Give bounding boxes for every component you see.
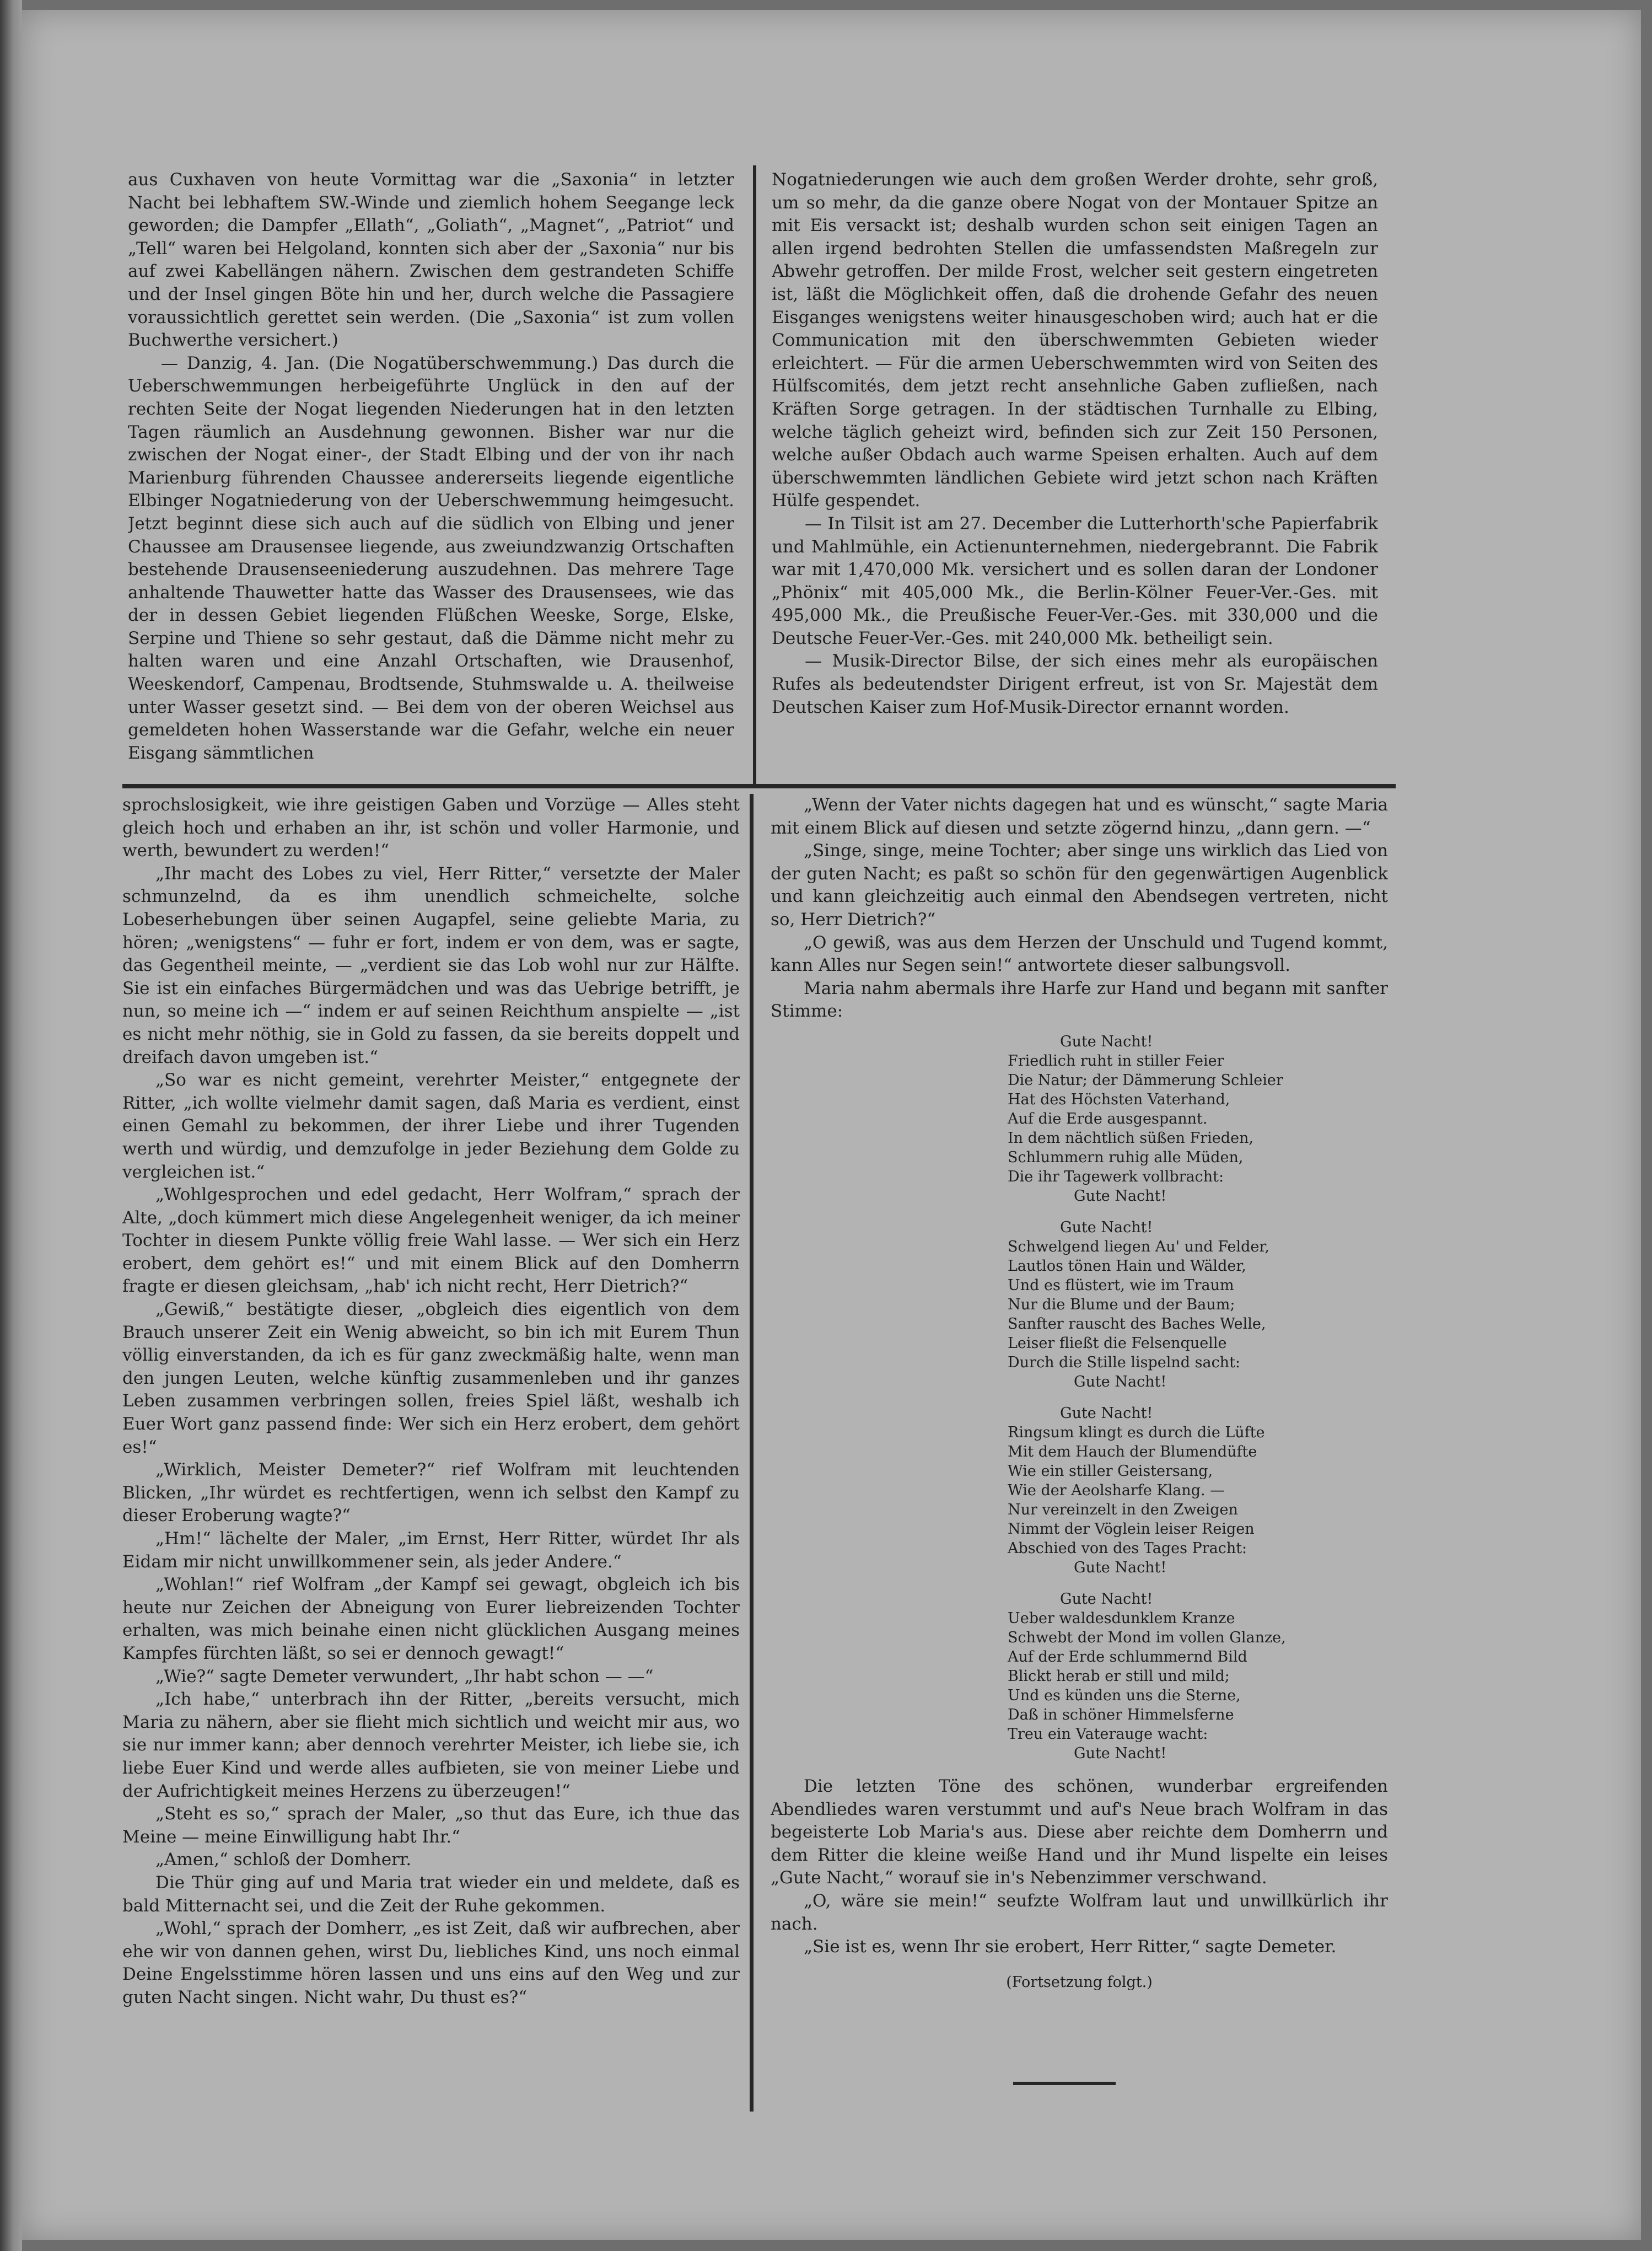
poem-gute-nacht — [771, 1032, 1388, 1763]
story-paragraph: Die Thür ging auf und Maria trat wieder ein und meldete, daß es bald Mitternacht sei, und die Zeit der Ruhe gekommen. — [122, 1872, 740, 1916]
poem-line: Die ihr Tagewerk vollbracht: — [1008, 1168, 1224, 1185]
poem-line: Abschied von des Tages Pracht: — [1008, 1539, 1247, 1557]
stanza-title: Gute Nacht! — [1060, 1033, 1153, 1050]
story-paragraph: „O gewiß, was aus dem Herzen der Unschuld und Tugend kommt, kann Alles nur Segen sein!“ antwortete dieser salbungsvoll. — [771, 932, 1388, 976]
poem-line: Nimmt der Vöglein leiser Reigen — [1008, 1520, 1255, 1538]
poem-line: Leiser fließt die Felsenquelle — [1008, 1334, 1227, 1352]
stanza-refrain: Gute Nacht! — [1074, 1559, 1167, 1576]
poem-line: Und es künden uns die Sterne, — [1008, 1686, 1241, 1704]
news-paragraph: Nogatniederungen wie auch dem großen Werder drohte, sehr groß, um so mehr, da die ganze obere Nogat von der Montauer Spitze an mit Eis versackt ist; deshalb wurden schon seit einigen Tagen an allen irgend bedrohten Stellen die umfassendsten Maßregeln zur Abwehr getroffen. Der milde Frost, welcher seit gestern eingetreten ist, läßt die Möglichkeit offen, daß die drohende Gefahr des neuen Eisganges wenigstens weiter hinausgeschoben wird; auch hat er die Communication mit den überschwemmten Gebieten wieder erleichtert. — Für die armen Ueberschwemmten wird von Seiten des Hülfscomités, dem jetzt recht ansehnliche Gaben zufließen, nach Kräften Sorge getragen. In der städtischen Turnhalle zu Elbing, welche täglich geheizt wird, befinden sich zur Zeit 150 Personen, welche außer Obdach auch warme Speisen erhalten. Auch auf dem überschwemmten ländlichen Gebiete wird jetzt schon nach Kräften Hülfe gespendet. — [772, 170, 1378, 511]
stanza-title: Gute Nacht! — [1060, 1404, 1153, 1422]
poem-stanza — [1008, 1218, 1388, 1392]
poem-line: Blickt herab er still und mild; — [1008, 1667, 1230, 1685]
story-paragraph: „Singe, singe, meine Tochter; aber singe uns wirklich das Lied von der guten Nacht; es paßt so schön für den gegenwärtigen Augenblick und kann gleichzeitig auch einmal den Abendsegen vertreten, nicht so, Herr Dietrich?“ — [771, 841, 1388, 930]
stanza-refrain: Gute Nacht! — [1074, 1373, 1167, 1390]
poem-line: Und es flüstert, wie im Traum — [1008, 1276, 1234, 1294]
news-column-left — [128, 169, 734, 782]
story-paragraph: „Amen,“ schloß der Domherr. — [155, 1850, 412, 1870]
story-paragraph: „Hm!“ lächelte der Maler, „im Ernst, Herr Ritter, würdet Ihr als Eidam mir nicht unwillkommener sein, als jeder Andere.“ — [122, 1529, 740, 1572]
story-paragraph: Die letzten Töne des schönen, wunderbar ergreifenden Abendliedes waren verstummt und auf's Neue brach Wolfram in das begeisterte Lob Maria's aus. Diese aber reichte dem Domherrn und dem Ritter die kleine weiße Hand und ihr Mund lispelte ein leises „Gute Nacht,“ worauf sie in's Nebenzimmer verschwand. — [771, 1776, 1388, 1888]
story-paragraph: „Wohlgesprochen und edel gedacht, Herr Wolfram,“ sprach der Alte, „doch kümmert mich diese Angelegenheit weniger, da ich meiner Tochter in diesem Punkte völlig freie Wahl lasse. — Wer sich ein Herz erobert, dem gehört es!“ und mit einem Blick auf den Domherrn fragte er diesen gleichsam, „hab' ich nicht recht, Herr Dietrich?“ — [122, 1185, 740, 1297]
story-paragraph: „Wohlan!“ rief Wolfram „der Kampf sei gewagt, obgleich ich bis heute nur Zeichen der Abneigung von Eurer liebreizenden Tochter erhalten, was mich beinahe einen nicht glücklichen Ausgang meines Kampfes fürchten läßt, so sei er dennoch gewagt!“ — [122, 1575, 740, 1663]
poem-line: Mit dem Hauch der Blumendüfte — [1008, 1443, 1257, 1460]
story-paragraph: „Wenn der Vater nichts dagegen hat und es wünscht,“ sagte Maria mit einem Blick auf diesen und setzte zögernd hinzu, „dann gern. —“ — [771, 795, 1388, 838]
poem-line: Wie ein stiller Geistersang, — [1008, 1462, 1213, 1480]
poem-line: Hat des Höchsten Vaterhand, — [1008, 1090, 1230, 1108]
poem-line: Wie der Aeolsharfe Klang. — — [1008, 1481, 1225, 1499]
story-paragraph: „Ich habe,“ unterbrach ihn der Ritter, „bereits versucht, mich Maria zu nähern, aber sie flieht mich sichtlich und weicht mir aus, wo sie nur immer kann; aber dennoch verehrter Meister, ich liebe sie, ich liebe Euer Kind und werde alles aufbieten, sie von meiner Liebe und der Aufrichtigkeit meines Herzens zu überzeugen!“ — [122, 1689, 740, 1801]
poem-stanza — [1008, 1589, 1388, 1763]
book-binding — [0, 0, 22, 2251]
stanza-title: Gute Nacht! — [1060, 1590, 1153, 1608]
story-column-right — [771, 794, 1388, 2062]
poem-line: Treu ein Vaterauge wacht: — [1008, 1725, 1208, 1743]
stanza-title: Gute Nacht! — [1060, 1218, 1153, 1236]
poem-line: Nur die Blume und der Baum; — [1008, 1296, 1235, 1313]
story-paragraph: „Wohl,“ sprach der Domherr, „es ist Zeit, daß wir aufbrechen, aber ehe wir von dannen gehen, wirst Du, liebliches Kind, uns noch einmal Deine Engelsstimme hören lassen und uns eins auf den Weg und zur guten Nacht singen. Nicht wahr, Du thust es?“ — [122, 1919, 740, 2007]
poem-line: Ringsum klingt es durch die Lüfte — [1008, 1423, 1265, 1441]
poem-line: Sanfter rauscht des Baches Welle, — [1008, 1315, 1266, 1333]
news-paragraph: aus Cuxhaven von heute Vormittag war die „Saxonia“ in letzter Nacht bei lebhaftem SW.-Winde und ziemlich hohem Seegange leck geworden; die Dampfer „Ellath“, „Goliath“, „Magnet“, „Patriot“ und „Tell“ waren bei Helgoland, konnten sich aber der „Saxonia“ nur bis auf zwei Kabellängen nähern. Zwischen dem gestrandeten Schiffe und der Insel gingen Böte hin und her, durch welche die Passagiere voraussichtlich gerettet sein werden. (Die „Saxonia“ ist zum vollen Buchwerthe versichert.) — [128, 170, 734, 351]
column-rule-bottom — [750, 794, 754, 2112]
story-paragraph: „Gewiß,“ bestätigte dieser, „obgleich dies eigentlich von dem Brauch unserer Zeit ein Wenig abweicht, so bin ich mit Eurem Thun völlig einverstanden, da ich es für ganz zweckmäßig halte, wenn man den jungen Leuten, welche künftig zusammenleben und ihr ganzes Leben zusammen verbringen sollen, freies Spiel läßt, weshalb ich Euer Wort ganz passend finde: Wer sich ein Herz erobert, dem gehört es!“ — [122, 1299, 740, 1457]
news-paragraph: — In Tilsit ist am 27. December die Lutterhorth'sche Papierfabrik und Mahlmühle, ein Actienunternehmen, niedergebrannt. Die Fabrik war mit 1,470,000 Mk. versichert und es sollen daran der Londoner „Phönix“ mit 405,000 Mk., die Berlin-Kölner Feuer-Ver.-Ges. mit 495,000 Mk., die Preußische Feuer-Ver.-Ges. mit 330,000 und die Deutsche Feuer-Ver.-Ges. mit 240,000 Mk. betheiligt sein. — [772, 513, 1378, 648]
story-paragraph: „Ihr macht des Lobes zu viel, Herr Ritter,“ versetzte der Maler schmunzelnd, da es ihm unendlich schmeichelte, solche Lobeserhebungen über seinen Augapfel, seine geliebte Maria, zu hören; „wenigstens“ — fuhr er fort, indem er von dem, was er sagte, das Gegentheil meinte, — „verdient sie das Lob wohl nur zur Hälfte. Sie ist ein einfaches Bürgermädchen und was das Uebrige betrifft, je nun, so meine ich —“ indem er auf seinen Reichthum anspielte — „ist es nicht mehr nöthig, sie in Gold zu fassen, da sie bereits doppelt und dreifach davon umgeben ist.“ — [122, 863, 740, 1067]
story-paragraph: sprochslosigkeit, wie ihre geistigen Gaben und Vorzüge — Alles steht gleich hoch und erhaben an ihr, ist schön und voller Harmonie, und werth, bewundert zu werden!“ — [122, 795, 740, 861]
stanza-refrain: Gute Nacht! — [1074, 1744, 1167, 1762]
story-paragraph: „O, wäre sie mein!“ seufzte Wolfram laut und unwillkürlich ihr nach. — [771, 1890, 1388, 1934]
poem-line: Schlummern ruhig alle Müden, — [1008, 1148, 1244, 1166]
story-paragraph: „Sie ist es, wenn Ihr sie erobert, Herr Ritter,“ sagte Demeter. — [804, 1937, 1337, 1957]
column-rule-top — [753, 165, 756, 788]
story-column-left — [122, 794, 740, 2128]
poem-line: Daß in schöner Himmelsferne — [1008, 1706, 1234, 1723]
story-paragraph: „So war es nicht gemeint, verehrter Meister,“ entgegnete der Ritter, „ich wollte vielmehr damit sagen, daß Maria es verdient, einst einen Gemahl zu bekommen, der ihrer Liebe und ihrer Tugenden werth und würdig, und demzufolge in jeder Beziehung dem Golde zu vergleichen ist.“ — [122, 1070, 740, 1182]
poem-line: Lautlos tönen Hain und Wälder, — [1008, 1257, 1246, 1275]
poem-line: Friedlich ruht in stiller Feier — [1008, 1052, 1224, 1070]
poem-stanza — [1008, 1404, 1388, 1577]
poem-line: Auf der Erde schlummernd Bild — [1008, 1648, 1247, 1666]
story-paragraph: „Wie?“ sagte Demeter verwundert, „Ihr habt schon — —“ — [155, 1666, 654, 1686]
stanza-refrain: Gute Nacht! — [1074, 1187, 1167, 1205]
poem-line: Nur vereinzelt in den Zweigen — [1008, 1501, 1238, 1518]
news-column-right — [772, 169, 1378, 753]
story-paragraph: Maria nahm abermals ihre Harfe zur Hand und begann mit sanfter Stimme: — [771, 978, 1388, 1022]
poem-line: In dem nächtlich süßen Frieden, — [1008, 1129, 1254, 1147]
poem-line: Ueber waldesdunklem Kranze — [1008, 1609, 1235, 1627]
story-paragraph: „Steht es so,“ sprach der Maler, „so thut das Eure, ich thue das Meine — meine Einwilligung habt Ihr.“ — [122, 1804, 740, 1847]
story-paragraph: „Wirklich, Meister Demeter?“ rief Wolfram mit leuchtenden Blicken, „Ihr würdet es rechtfertigen, wenn ich selbst den Kampf zu dieser Eroberung wagte?“ — [122, 1460, 740, 1526]
poem-line: Die Natur; der Dämmerung Schleier — [1008, 1071, 1283, 1089]
poem-line: Schwelgend liegen Au' und Felder, — [1008, 1238, 1269, 1255]
news-paragraph: — Musik-Director Bilse, der sich eines mehr als europäischen Rufes als bedeutendster Dirigent erfreut, ist von Sr. Majestät dem Deutschen Kaiser zum Hof-Musik-Director ernannt worden. — [772, 651, 1378, 717]
poem-stanza — [1008, 1032, 1388, 1206]
feuilleton-divider — [122, 784, 1396, 788]
poem-line: Durch die Stille lispelnd sacht: — [1008, 1353, 1241, 1371]
poem-line: Schwebt der Mond im vollen Glanze, — [1008, 1629, 1286, 1646]
news-paragraph: — Danzig, 4. Jan. (Die Nogatüberschwemmung.) Das durch die Ueberschwemmungen herbeigeführte Unglück in den auf der rechten Seite der Nogat liegenden Niederungen hat in den letzten Tagen räumlich an Ausdehnung gewonnen. Bisher war nur die zwischen der Nogat einer-, der Stadt Elbing und der von ihr nach Marienburg führenden Chaussee andererseits liegende eigentliche Elbinger Nogatniederung von der Ueberschwemmung heimgesucht. Jetzt beginnt diese sich auch auf die südlich von Elbing und jener Chaussee am Drausensee liegende, aus zweiundzwanzig Ortschaften bestehende Drausenseeniederung auszudehnen. Das mehrere Tage anhaltende Thauwetter hatte das Wasser des Drausensees, wie das der in dessen Gebiet liegenden Flüßchen Weeske, Sorge, Elske, Serpine und Thiene so sehr gestaut, daß die Dämme nicht mehr zu halten waren und eine Anzahl Ortschaften, wie Drausenhof, Weeskendorf, Campenau, Brodtsende, Stuhmswalde u. A. theilweise unter Wasser gesetzt sind. — Bei dem von der oberen Weichsel aus gemeldeten hohen Wasserstande war die Gefahr, welche ein neuer Eisgang sämmtlichen — [128, 353, 734, 763]
poem-line: Auf die Erde ausgespannt. — [1008, 1110, 1208, 1127]
end-rule — [1013, 2082, 1116, 2085]
continuation-note: (Fortsetzung folgt.) — [1006, 1973, 1153, 1991]
